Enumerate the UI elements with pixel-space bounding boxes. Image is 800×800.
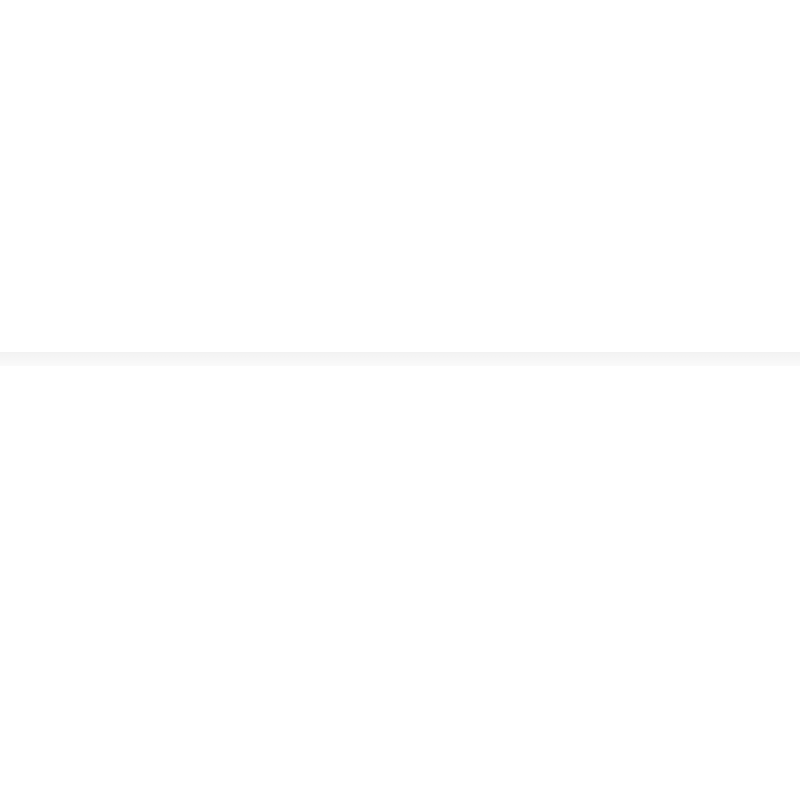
pants-size-table bbox=[0, 366, 800, 800]
shirt-size-table bbox=[0, 0, 800, 352]
section-divider bbox=[0, 352, 800, 366]
